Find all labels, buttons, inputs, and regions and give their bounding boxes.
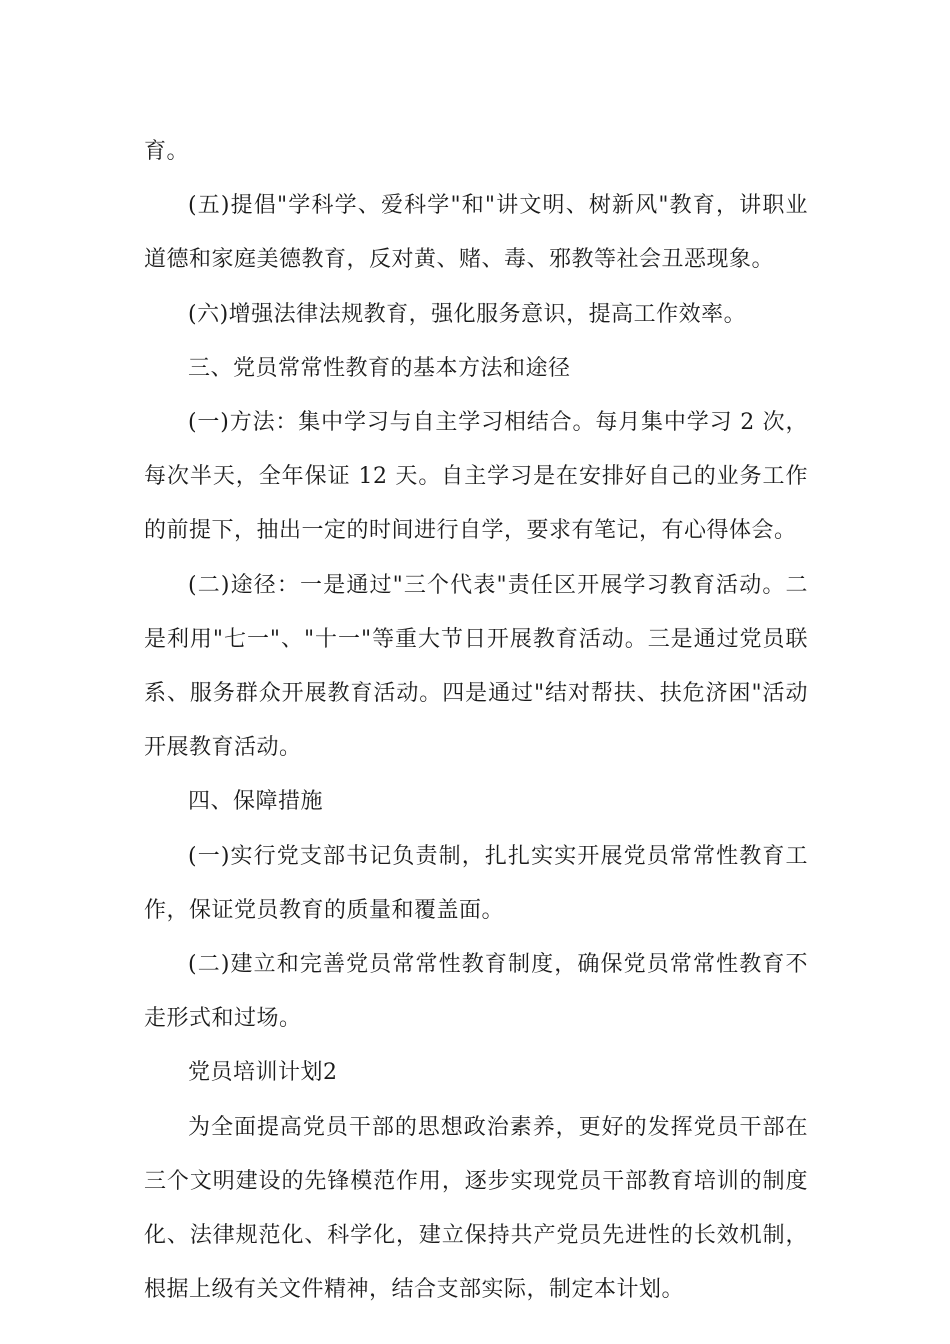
paragraph-continuation: 育。 — [144, 139, 190, 164]
paragraph-intro: 为全面提高党员干部的思想政治素养，更好的发挥党员干部在三个文明建设的先锋模范作用，逐步实现党员干部教育培训的制度化、法律规范化、科学化，建立保持共产党员先进性的长效机制，根据上级有关文件精神，结合支部实际，制定本计划。 — [144, 1114, 808, 1303]
paragraph-measure-2: (二)建立和完善党员常常性教育制度，确保党员常常性教育不走形式和过场。 — [144, 952, 808, 1032]
paragraph-item-5: (五)提倡"学科学、爱科学"和"讲文明、树新风"教育，讲职业道德和家庭美德教育，反对黄、赌、毒、邪教等社会丑恶现象。 — [144, 193, 808, 273]
paragraph-item-6: (六)增强法律法规教育，强化服务意识，提高工作效率。 — [188, 301, 747, 327]
section-heading-4: 四、保障措施 — [188, 789, 324, 815]
document-subtitle: 党员培训计划2 — [188, 1060, 338, 1086]
paragraph-measure-1: (一)实行党支部书记负责制，扎扎实实开展党员常常性教育工作，保证党员教育的质量和覆盖面。 — [144, 843, 808, 923]
paragraph-approach: (二)途径：一是通过"三个代表"责任区开展学习教育活动。二是利用"七一"、"十一"等重大节日开展教育活动。三是通过党员联系、服务群众开展教育活动。四是通过"结对帮扶、扶危济困"活动开展教育活动。 — [144, 572, 808, 761]
document-body — [144, 125, 808, 1317]
section-heading-3: 三、党员常常性教育的基本方法和途径 — [188, 355, 571, 381]
paragraph-method: (一)方法：集中学习与自主学习相结合。每月集中学习 2 次，每次半天，全年保证 12 天。自主学习是在安排好自己的业务工作的前提下，抽出一定的时间进行自学，要求有笔记，有心得体会。 — [144, 410, 808, 544]
